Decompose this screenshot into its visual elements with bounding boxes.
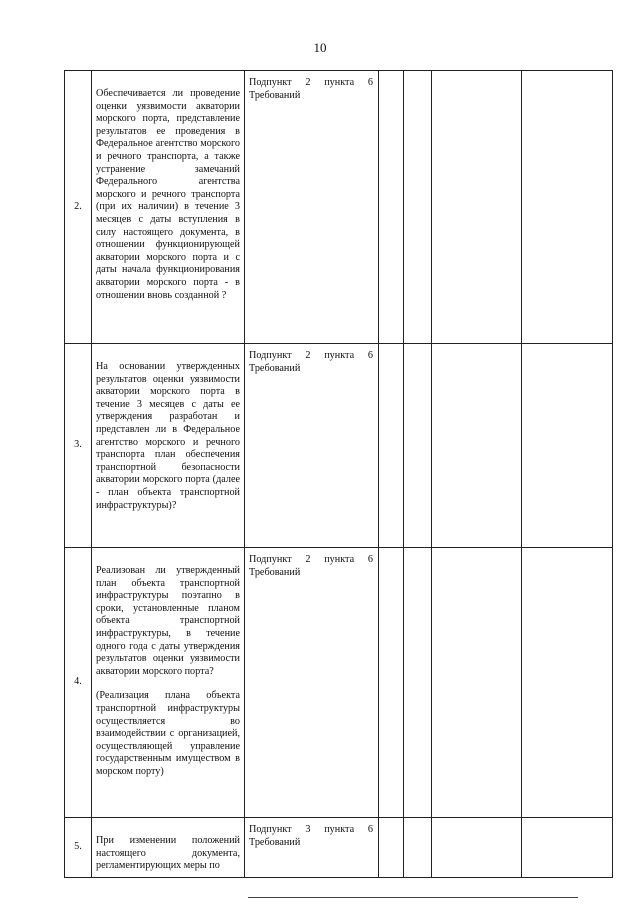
ref-subitem: 2 — [305, 77, 311, 88]
row-number: 2. — [65, 71, 92, 344]
ref-document: Требований — [249, 566, 301, 578]
reference-cell — [245, 344, 379, 548]
reference-cell — [245, 71, 379, 344]
question-note: (Реализация плана объекта транспортной инфраструктуры осуществляется во взаимодействии с организацией, осуществляющей управление государственным имуществом в морском порту) — [96, 690, 240, 777]
ref-item: 6 — [367, 554, 373, 565]
ref-word: пункта — [324, 350, 355, 361]
reference-cell — [245, 818, 379, 878]
ref-document: Требований — [249, 89, 301, 101]
ref-document: Требований — [249, 362, 301, 374]
ref-word: Подпункт — [249, 554, 292, 565]
ref-word: пункта — [324, 77, 355, 88]
question-text: При изменении положений настоящего документа, регламентирующих меры по — [96, 835, 240, 872]
question-cell — [92, 71, 245, 344]
empty-cell — [379, 818, 404, 878]
ref-word: Подпункт — [249, 77, 292, 88]
question-cell — [92, 818, 245, 878]
table-row — [65, 548, 613, 818]
empty-cell — [522, 344, 613, 548]
ref-word: пункта — [324, 554, 355, 565]
ref-word: пункта — [324, 824, 355, 835]
question-text: Обеспечивается ли проведение оценки уязвимости акватории морского порта, представление результатов ее проведения в Федеральное агентство морского и речного транспорта, а также устранение замечаний Федерального агентства морского и речного транспорта (при их наличии) в течение 3 месяцев с даты вступления в силу настоящего документа, в отношении функционирующей акватории морского порта и с даты начала функционирования акватории морского порта - в отношении вновь созданной ? — [96, 88, 240, 301]
row-number: 4. — [65, 548, 92, 818]
empty-cell — [432, 344, 522, 548]
table-row — [65, 71, 613, 344]
bottom-rule — [248, 897, 578, 898]
question-cell — [92, 548, 245, 818]
ref-word: Подпункт — [249, 824, 292, 835]
question-text: На основании утвержденных результатов оценки уязвимости акватории морского порта в течение 3 месяцев с даты ее утверждения разработан и представлен ли в Федеральное агентство морского и речного транспорта план обеспечения транспортной безопасности акватории морского порта (далее - план объекта транспортной инфраструктуры)? — [96, 361, 240, 511]
question-text: Реализован ли утвержденный план объекта транспортной инфраструктуры поэтапно в сроки, установленные планом объекта транспортной инфраструктуры, в течение одного года с даты утверждения результатов оценки уязвимости акватории морского порта? — [96, 565, 240, 677]
ref-item: 6 — [367, 77, 373, 88]
ref-subitem: 3 — [305, 824, 311, 835]
empty-cell — [404, 71, 432, 344]
empty-cell — [432, 548, 522, 818]
empty-cell — [404, 818, 432, 878]
ref-item: 6 — [367, 350, 373, 361]
ref-subitem: 2 — [305, 554, 311, 565]
table-row — [65, 818, 613, 878]
empty-cell — [379, 344, 404, 548]
row-number: 3. — [65, 344, 92, 548]
row-number: 5. — [65, 818, 92, 878]
ref-subitem: 2 — [305, 350, 311, 361]
page-number: 10 — [313, 40, 327, 55]
empty-cell — [404, 548, 432, 818]
empty-cell — [432, 71, 522, 344]
empty-cell — [379, 71, 404, 344]
ref-item: 6 — [367, 824, 373, 835]
reference-cell — [245, 548, 379, 818]
empty-cell — [522, 818, 613, 878]
empty-cell — [432, 818, 522, 878]
empty-cell — [522, 71, 613, 344]
ref-word: Подпункт — [249, 350, 292, 361]
empty-cell — [379, 548, 404, 818]
question-cell — [92, 344, 245, 548]
empty-cell — [522, 548, 613, 818]
checklist-table — [64, 70, 613, 878]
ref-document: Требований — [249, 836, 301, 848]
table-row — [65, 344, 613, 548]
empty-cell — [404, 344, 432, 548]
